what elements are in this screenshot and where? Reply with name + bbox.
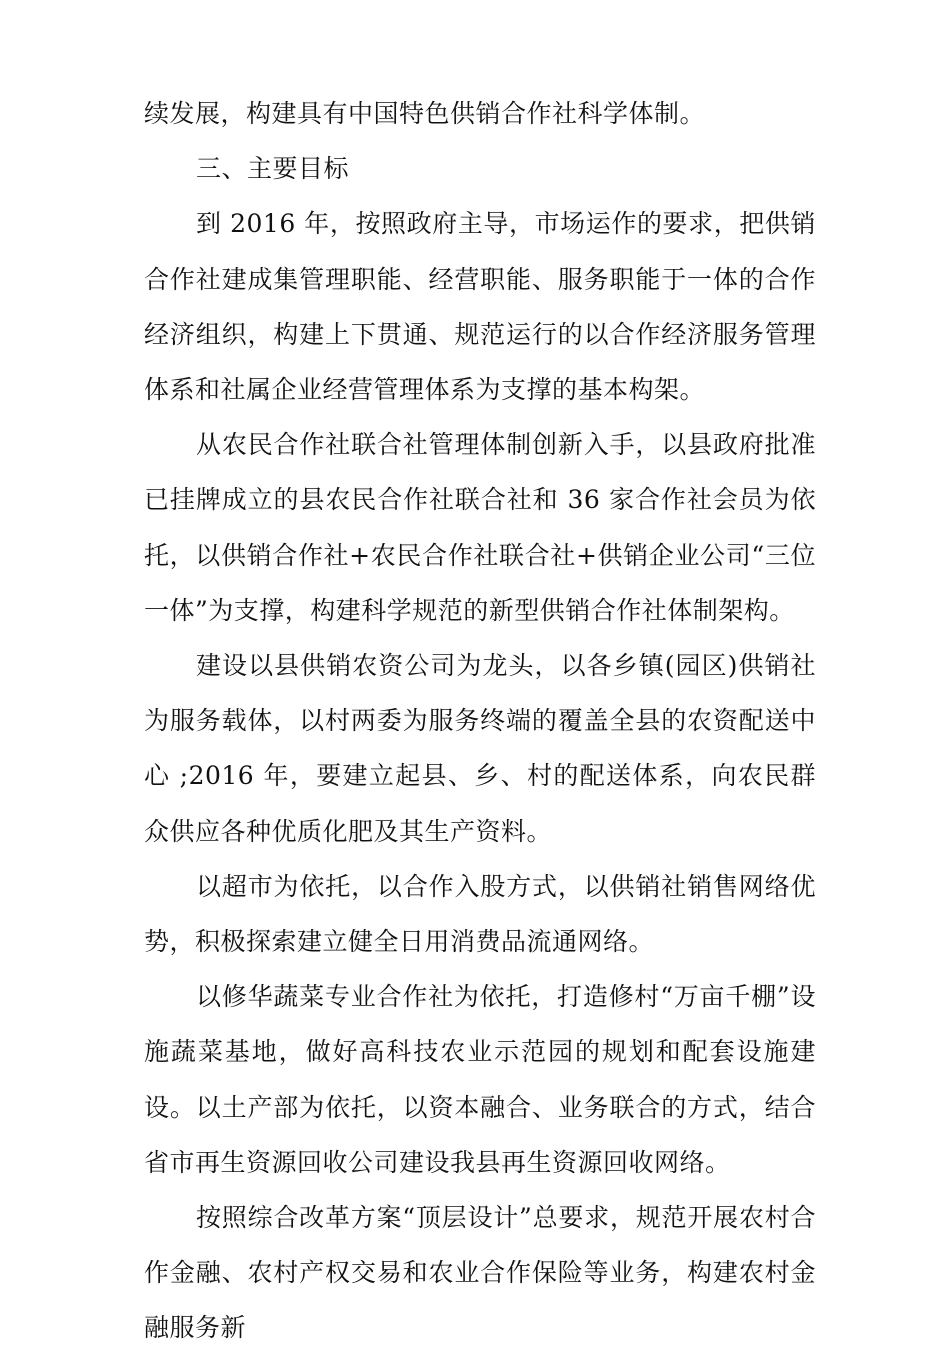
paragraph-vegetable-base: 以修华蔬菜专业合作社为依托，打造修村“万亩千棚”设施蔬菜基地，做好高科技农业示范园的规划和配套设施建设。以土产部为依托，以资本融合、业务联合的方式，结合省市再生资源回收公司建设我县再生资源回收网络。 (144, 982, 816, 1177)
paragraph-rural-finance: 按照综合改革方案“顶层设计”总要求，规范开展农村合作金融、农村产权交易和农业合作保险等业务，构建农村金融服务新 (144, 1203, 816, 1343)
paragraph-distribution-center: 建设以县供销农资公司为龙头，以各乡镇(园区)供销社为服务载体，以村两委为服务终端的覆盖全县的农资配送中心 ;2016 年，要建立起县、乡、村的配送体系，向农民群众供应各种优质化肥及其生产资料。 (144, 651, 816, 846)
paragraph-supermarket: 以超市为依托，以合作入股方式，以供销社销售网络优势，积极探索建立健全日用消费品流通网络。 (144, 871, 816, 957)
document-body (144, 86, 816, 1356)
section-heading: 三、主要目标 (196, 154, 350, 184)
paragraph-goal-2016: 到 2016 年，按照政府主导，市场运作的要求，把供销合作社建成集管理职能、经营职能、服务职能于一体的合作经济组织，构建上下贯通、规范运行的以合作经济服务管理体系和社属企业经营管理体系为支撑的基本构架。 (144, 209, 816, 405)
paragraph-continuation: 续发展，构建具有中国特色供销合作社科学体制。 (144, 99, 706, 128)
paragraph-cooperative-union: 从农民合作社联合社管理体制创新入手，以县政府批准已挂牌成立的县农民合作社联合社和 36 家合作社会员为依托，以供销合作社+农民合作社联合社+供销企业公司“三位一体”为支撑，构建科学规范的新型供销合作社体制架构。 (144, 430, 816, 625)
